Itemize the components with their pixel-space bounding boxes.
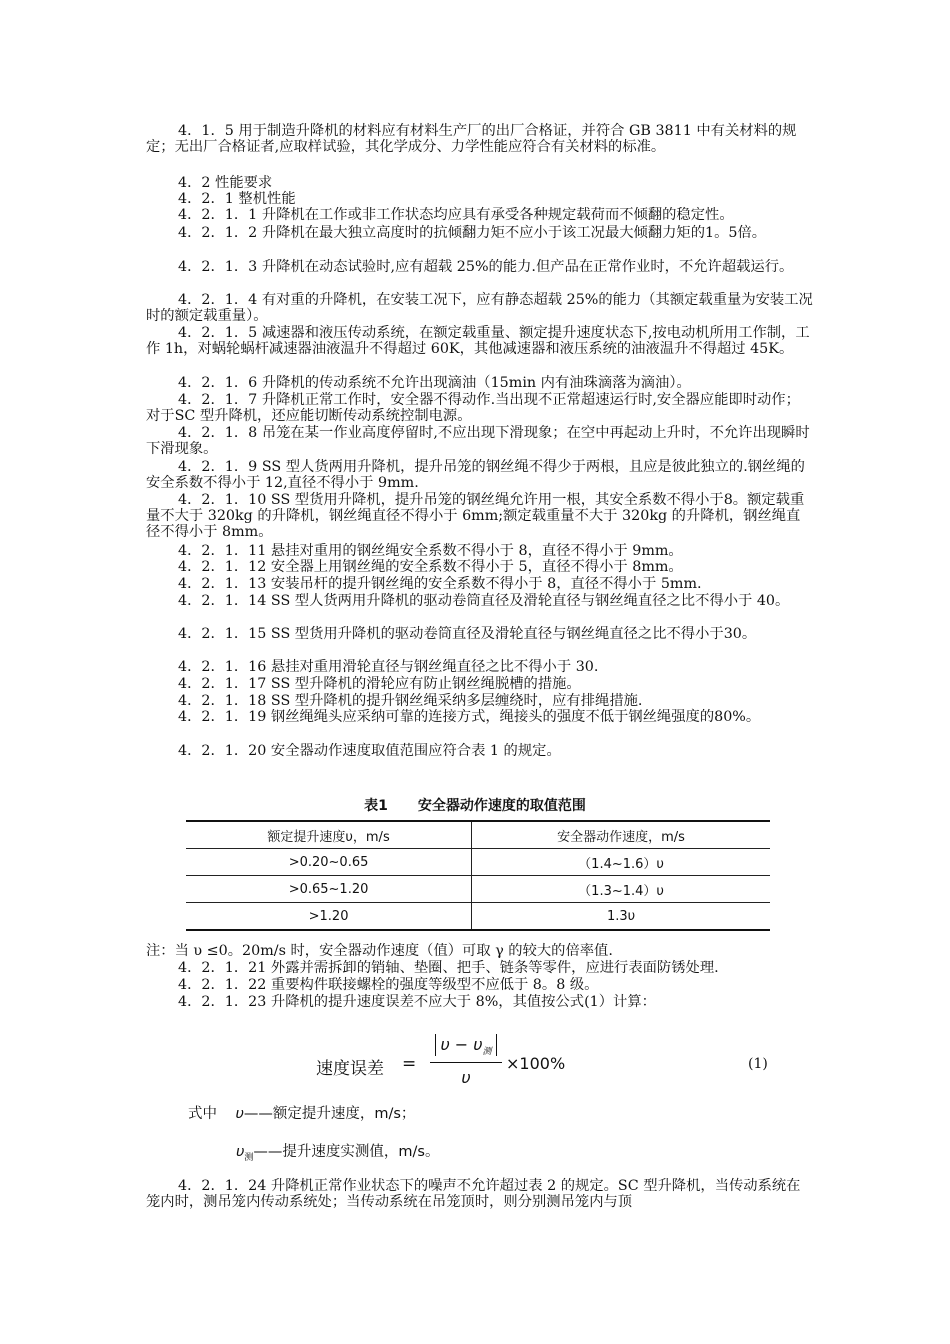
- col-header-trip-speed: 安全器动作速度，m/s: [472, 821, 770, 849]
- para-4-2-1-8: 4．2．1．8 吊笼在某一作业高度停留时,不应出现下滑现象；在空中再起动上升时，不允许出现瞬时下滑现象。: [146, 425, 810, 457]
- para-4-2-1-18: 4．2．1．18 SS 型升降机的提升钢丝绳采纳多层缠绕时，应有排绳措施.: [178, 693, 643, 709]
- fraction-bar: [430, 1062, 502, 1063]
- para-4-2-1-1: 4．2．1．1 升降机在工作或非工作状态均应具有承受各种规定载荷而不倾翻的稳定性。: [178, 207, 734, 223]
- para-4-2-1-7: 4．2．1．7 升降机正常工作时，安全器不得动作.当出现不正常超速运行时,安全器应能即时动作；对于SC 型升降机，还应能切断传动系统控制电源。: [146, 392, 800, 424]
- formula-denominator: υ: [461, 1068, 471, 1087]
- para-4-2-1-20: 4．2．1．20 安全器动作速度取值范围应符合表 1 的规定。: [178, 743, 561, 759]
- formula-numerator: $\upsilon - \upsilon_测$: [435, 1034, 496, 1056]
- table-row: [186, 903, 770, 931]
- formula-times-100-percent: ×100%: [506, 1054, 566, 1073]
- symbol-v: υ: [235, 1106, 244, 1122]
- col-header-rated-speed: 额定提升速度υ，m/s: [186, 821, 472, 849]
- para-4-2-1-16: 4．2．1．16 悬挂对重用滑轮直径与钢丝绳直径之比不得小于 30.: [178, 659, 599, 675]
- para-4-1-5: 4．1．5 用于制造升降机的材料应有材料生产厂的出厂合格证，并符合 GB 3811 中有关材料的规定；无出厂合格证者,应取样试验，其化学成分、力学性能应符合有关材料的标准。: [146, 123, 797, 155]
- formula-lhs: 速度误差: [316, 1059, 384, 1079]
- para-4-2-1-11: 4．2．1．11 悬挂对重用的钢丝绳安全系数不得小于 8，直径不得小于 9mm。: [178, 543, 683, 559]
- table-cell: （1.4~1.6）υ: [472, 849, 770, 876]
- para-4-2-1-4: 4．2．1．4 有对重的升降机，在安装工况下，应有静态超载 25%的能力（其额定载重量为安装工况时的额定载重量）。: [146, 292, 813, 324]
- table-cell: >1.20: [186, 903, 472, 931]
- formula-equals: =: [402, 1054, 417, 1074]
- table1-caption: [0, 795, 950, 815]
- table1-number: 表1: [364, 798, 388, 814]
- table-header-row: [186, 821, 770, 849]
- para-4-2-1-12: 4．2．1．12 安全器上用钢丝绳的安全系数不得小于 5，直径不得小于 8mm。: [178, 559, 683, 575]
- para-4-2-1-21: 4．2．1．21 外露并需拆卸的销轴、垫圈、把手、链条等零件，应进行表面防锈处理.: [178, 960, 719, 976]
- symbol-vm-line: $\upsilon_测——$提升速度实测值，m/s。: [236, 1144, 440, 1163]
- para-4-2-1: 4．2．1 整机性能: [178, 191, 296, 207]
- para-4-2-1-9: 4．2．1．9 SS 型人货两用升降机，提升吊笼的钢丝绳不得少于两根，且应是彼此独立的.钢丝绳的安全系数不得小于 12,直径不得小于 9mm.: [146, 459, 805, 491]
- table-cell: （1.3~1.4）υ: [472, 876, 770, 903]
- formula-number: (1): [748, 1056, 768, 1072]
- para-4-2-1-10: 4．2．1．10 SS 型货用升降机，提升吊笼的钢丝绳允许用一根，其安全系数不得小于8。额定载重量不大于 320kg 的升降机，钢丝绳直径不得小于 6mm;额定载重量不大于 320kg 的升降机，钢丝绳直径不得小于 8mm。: [146, 492, 805, 540]
- table1: [186, 820, 770, 931]
- para-4-2-1-13: 4．2．1．13 安装吊杆的提升钢丝绳的安全系数不得小于 8，直径不得小于 5mm.: [178, 576, 702, 592]
- para-4-2-1-15: 4．2．1．15 SS 型货用升降机的驱动卷筒直径及滑轮直径与钢丝绳直径之比不得小于30。: [178, 626, 757, 642]
- para-4-2-1-19: 4．2．1．19 钢丝绳绳头应采纳可靠的连接方式，绳接头的强度不低于钢丝绳强度的80%。: [178, 709, 761, 725]
- para-4-2-1-5: 4．2．1．5 减速器和液压传动系统，在额定载重量、额定提升速度状态下,按电动机所用工作制，工作 1h，对蜗轮蜗杆减速器油液温升不得超过 60K，其他减速器和液压系统的油液温升不得超过 45K。: [146, 325, 810, 357]
- para-4-2-1-17: 4．2．1．17 SS 型升降机的滑轮应有防止钢丝绳脱槽的措施。: [178, 676, 581, 692]
- table1-title: 安全器动作速度的取值范围: [417, 798, 586, 814]
- para-4-2: 4．2 性能要求: [178, 175, 273, 191]
- para-4-2-1-3: 4．2．1．3 升降机在动态试验时,应有超载 25%的能力.但产品在正常作业时，不允许超载运行。: [178, 259, 794, 275]
- table1-note: 注：当 υ ≤0。20m/s 时，安全器动作速度（值）可取 γ 的较大的倍率值.: [146, 943, 613, 959]
- formula-fraction: [426, 1034, 506, 1087]
- table-cell: >0.20~0.65: [186, 849, 472, 876]
- symbol-intro-line: 式中 υ——额定提升速度，m/s；: [188, 1106, 416, 1122]
- table-row: [186, 849, 770, 876]
- speed-error-formula: [316, 1034, 776, 1094]
- table-cell: 1.3υ: [472, 903, 770, 931]
- symbol-vm: υ: [236, 1144, 245, 1160]
- para-4-2-1-6: 4．2．1．6 升降机的传动系统不允许出现滴油（15min 内有油珠滴落为滴油）。: [178, 375, 691, 391]
- para-4-2-1-22: 4．2．1．22 重要构件联接螺栓的强度等级型不应低于 8。8 级。: [178, 977, 599, 993]
- table-row: [186, 876, 770, 903]
- para-4-2-1-2: 4．2．1．2 升降机在最大独立高度时的抗倾翻力矩不应小于该工况最大倾翻力矩的1。5倍。: [178, 225, 767, 241]
- para-4-2-1-24: 4．2．1．24 升降机正常作业状态下的噪声不允许超过表 2 的规定。SC 型升降机，当传动系统在笼内时，测吊笼内传动系统处；当传动系统在吊笼顶时，则分别测吊笼内与顶: [146, 1178, 801, 1210]
- para-4-2-1-23: 4．2．1．23 升降机的提升速度误差不应大于 8%，其值按公式(1）计算：: [178, 994, 656, 1010]
- para-4-2-1-14: 4．2．1．14 SS 型人货两用升降机的驱动卷筒直径及滑轮直径与钢丝绳直径之比不得小于 40。: [178, 593, 790, 609]
- table-cell: >0.65~1.20: [186, 876, 472, 903]
